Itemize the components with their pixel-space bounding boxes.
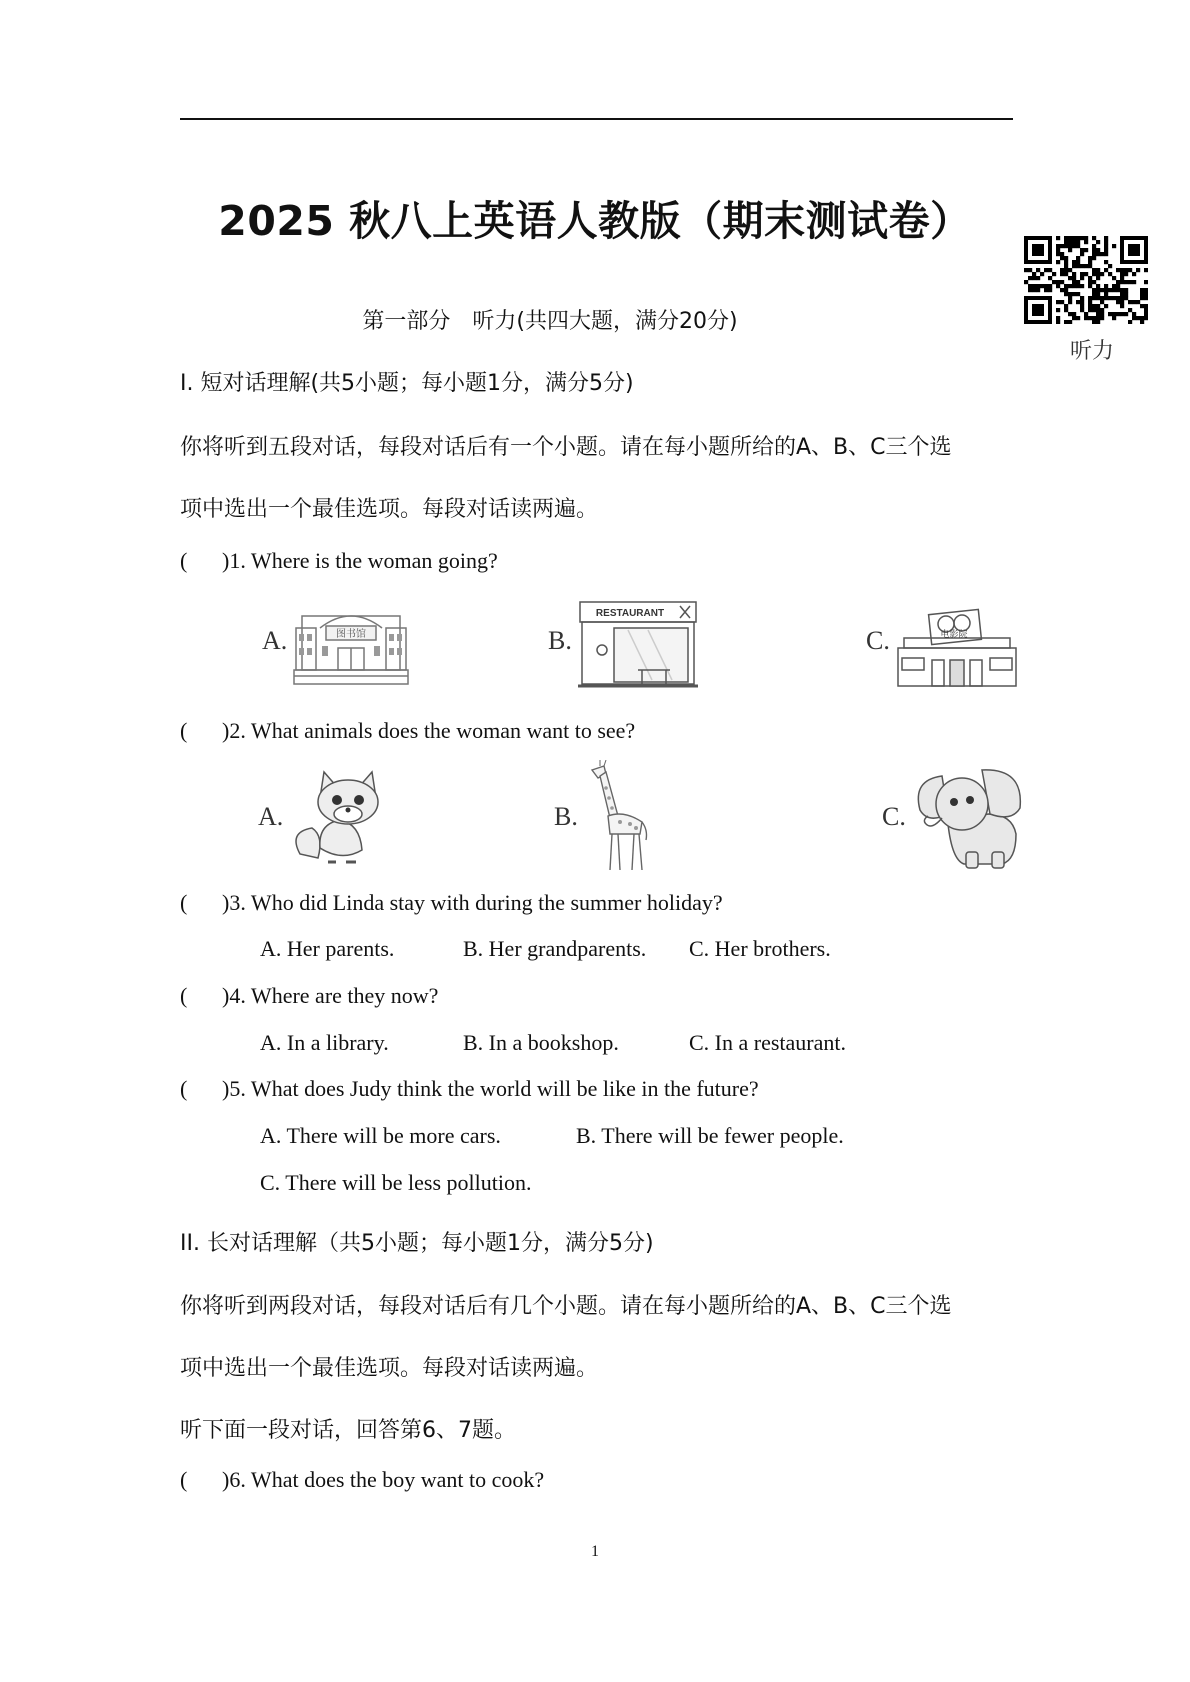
library-sign: 图书馆 bbox=[336, 629, 366, 640]
question-text: )1. Where is the woman going? bbox=[222, 548, 498, 573]
answer-blank[interactable]: ( bbox=[180, 548, 188, 573]
cinema-sign: 电影院 bbox=[940, 629, 968, 639]
library-building-icon bbox=[290, 600, 412, 688]
question-text: )6. What does the boy want to cook? bbox=[222, 1467, 545, 1492]
giraffe-icon bbox=[584, 760, 654, 874]
section2-instruction-line1: 你将听到两段对话，每段对话后有几个小题。请在每小题所给的A、B、C三个选 bbox=[180, 1294, 952, 1319]
question-3 bbox=[180, 890, 723, 916]
option-c[interactable]: C. Her brothers. bbox=[689, 936, 831, 961]
option-b[interactable]: B. In a bookshop. bbox=[463, 1030, 619, 1055]
option-b[interactable]: B. Her grandparents. bbox=[463, 936, 647, 961]
section2-heading: II. 长对话理解（共5小题；每小题1分，满分5分) bbox=[180, 1231, 654, 1256]
option-c-label[interactable]: C. bbox=[882, 802, 906, 831]
option-b-label[interactable]: B. bbox=[548, 626, 572, 655]
option-a-label[interactable]: A. bbox=[262, 626, 288, 655]
question-5 bbox=[180, 1076, 759, 1102]
elephant-icon bbox=[912, 764, 1026, 872]
section2-sub-instruction: 听下面一段对话，回答第6、7题。 bbox=[180, 1418, 516, 1443]
section2-instruction-line2: 项中选出一个最佳选项。每段对话读两遍。 bbox=[180, 1356, 599, 1381]
question-4 bbox=[180, 983, 438, 1009]
option-c-label[interactable]: C. bbox=[866, 626, 890, 655]
cinema-building-icon bbox=[896, 606, 1018, 688]
answer-blank[interactable]: ( bbox=[180, 1467, 188, 1492]
option-c[interactable]: C. In a restaurant. bbox=[689, 1030, 846, 1055]
fox-icon bbox=[290, 758, 398, 870]
question-text: )2. What animals does the woman want to see? bbox=[222, 718, 636, 743]
option-a[interactable]: A. In a library. bbox=[260, 1030, 389, 1055]
question-1 bbox=[180, 548, 498, 574]
option-a[interactable]: A. There will be more cars. bbox=[260, 1123, 501, 1148]
question-text: )4. Where are they now? bbox=[222, 983, 439, 1008]
page-number: 1 bbox=[591, 1543, 599, 1560]
header-rule bbox=[180, 118, 1013, 120]
question-6 bbox=[180, 1467, 544, 1493]
answer-blank[interactable]: ( bbox=[180, 890, 188, 915]
qr-label: 听力 bbox=[1070, 338, 1115, 363]
section1-instruction-line1: 你将听到五段对话，每段对话后有一个小题。请在每小题所给的A、B、C三个选 bbox=[180, 435, 952, 460]
question-text: )3. Who did Linda stay with during the summer holiday? bbox=[222, 890, 723, 915]
section1-heading: I. 短对话理解(共5小题；每小题1分，满分5分) bbox=[180, 371, 634, 396]
answer-blank[interactable]: ( bbox=[180, 983, 188, 1008]
section1-instruction-line2: 项中选出一个最佳选项。每段对话读两遍。 bbox=[180, 497, 599, 522]
answer-blank[interactable]: ( bbox=[180, 1076, 188, 1101]
question-text: )5. What does Judy think the world will be like in the future? bbox=[222, 1076, 759, 1101]
option-b[interactable]: B. There will be fewer people. bbox=[576, 1123, 844, 1148]
question-2 bbox=[180, 718, 635, 744]
option-a[interactable]: A. Her parents. bbox=[260, 936, 395, 961]
part-heading: 第一部分 听力(共四大题，满分20分) bbox=[362, 309, 738, 334]
restaurant-building-icon bbox=[578, 600, 700, 690]
option-b-label[interactable]: B. bbox=[554, 802, 578, 831]
document-title: 2025 秋八上英语人教版（期末测试卷） bbox=[218, 197, 972, 245]
restaurant-sign: RESTAURANT bbox=[595, 608, 665, 619]
answer-blank[interactable]: ( bbox=[180, 718, 188, 743]
option-a-label[interactable]: A. bbox=[258, 802, 284, 831]
option-c[interactable]: C. There will be less pollution. bbox=[260, 1170, 532, 1195]
